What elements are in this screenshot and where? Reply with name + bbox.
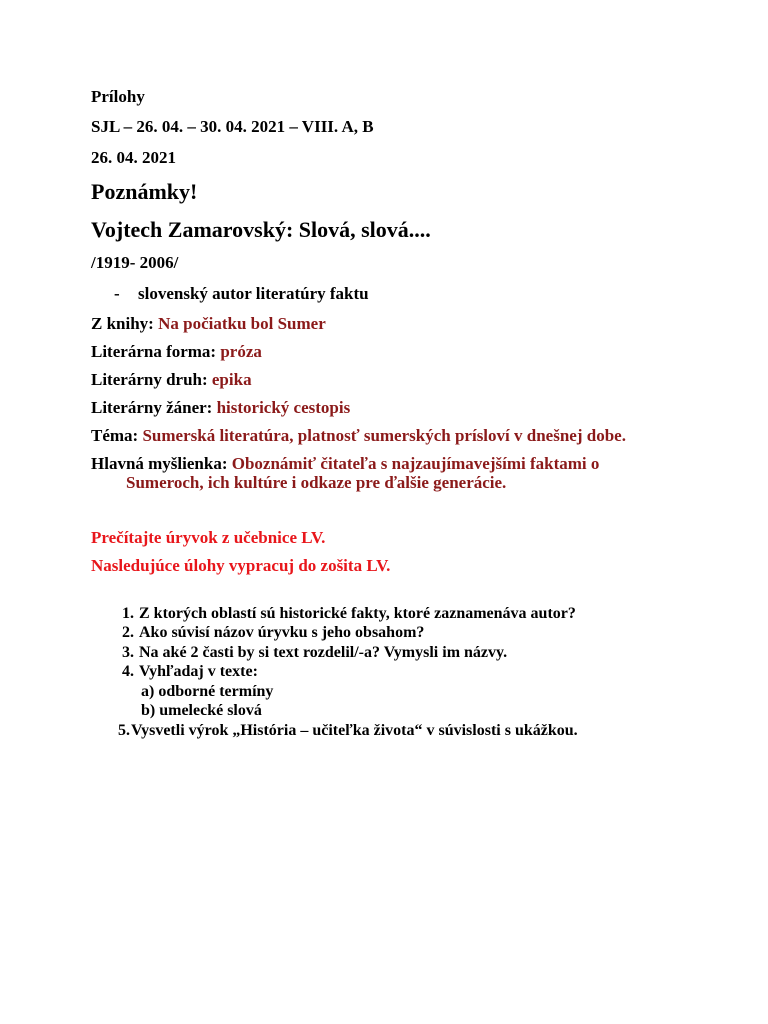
main-idea-label: Hlavná myšlienka: — [91, 454, 228, 473]
task-text: Na aké 2 časti by si text rozdelil/-a? Vymysli im názvy. — [139, 644, 508, 661]
subject-line: SJL – 26. 04. – 30. 04. 2021 – VIII. A, B — [91, 117, 374, 136]
fact-value: historický cestopis — [216, 398, 351, 417]
fact-book — [91, 314, 326, 334]
instruction-notebook: Nasledujúce úlohy vypracuj do zošita LV. — [91, 556, 391, 575]
author-description: slovenský autor literatúry faktu — [138, 284, 369, 303]
task-number: 2. — [122, 624, 134, 641]
fact-theme — [91, 426, 626, 446]
fact-value: epika — [211, 370, 252, 389]
main-idea-value-line2: Sumeroch, ich kultúre i odkaze pre ďalšie generácie. — [126, 473, 507, 492]
task-text: Vyhľadaj v texte: — [139, 663, 258, 680]
task-number: 4. — [122, 663, 134, 680]
task-number: 3. — [122, 644, 134, 661]
fact-literary-form — [91, 342, 262, 362]
task-number: 1. — [122, 605, 134, 622]
date-line: 26. 04. 2021 — [91, 148, 176, 167]
task-subitem: b) umelecké slová — [141, 702, 262, 719]
instruction-read: Prečítajte úryvok z učebnice LV. — [91, 528, 326, 547]
author-years: /1919- 2006/ — [91, 253, 179, 272]
fact-literary-genre — [91, 398, 350, 418]
fact-value: Sumerská literatúra, platnosť sumerských prísloví v dnešnej dobe. — [142, 426, 626, 445]
notes-title: Poznámky! — [91, 179, 198, 204]
fact-label: Literárny žáner: — [91, 398, 213, 417]
task-text: Vysvetli výrok „História – učiteľka života“ v súvislosti s ukážkou. — [131, 722, 578, 739]
fact-value: Na počiatku bol Sumer — [158, 314, 326, 333]
task-text: Z ktorých oblastí sú historické fakty, ktoré zaznamenáva autor? — [139, 605, 576, 622]
task-text: Ako súvisí názov úryvku s jeho obsahom? — [139, 624, 425, 641]
fact-label: Z knihy: — [91, 314, 154, 333]
fact-literary-kind — [91, 370, 252, 390]
work-title: Vojtech Zamarovský: Slová, slová.... — [91, 217, 431, 242]
task-subitem: a) odborné termíny — [141, 683, 274, 700]
main-idea — [91, 454, 599, 474]
task-number: 5. — [118, 722, 130, 739]
attachments-heading: Prílohy — [91, 87, 145, 106]
fact-label: Literárna forma: — [91, 342, 217, 361]
fact-value: próza — [220, 342, 262, 361]
fact-label: Téma: — [91, 426, 139, 445]
bullet-dash: - — [114, 284, 120, 303]
main-idea-value-line1: Oboznámiť čitateľa s najzaujímavejšími faktami o — [231, 454, 600, 473]
fact-label: Literárny druh: — [91, 370, 208, 389]
